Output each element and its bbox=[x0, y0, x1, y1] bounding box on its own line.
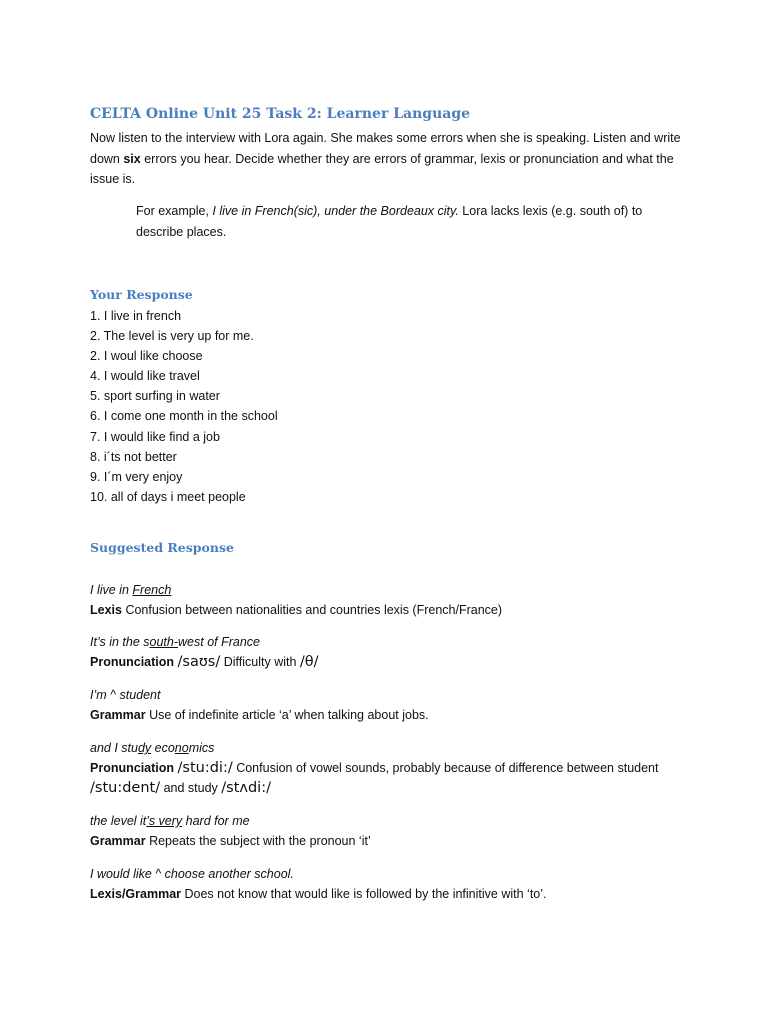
list-item: 4. I would like travel bbox=[90, 369, 200, 384]
instructions-text-2: errors you hear. Decide whether they are errors of grammar, lexis or pronunciation and what the issue is. bbox=[90, 151, 674, 186]
list-item: 10. all of days i meet people bbox=[90, 489, 246, 504]
ipa-transcription: /stu:dent/ bbox=[90, 780, 161, 796]
example-quote: I live in French(sic), under the Bordeaux city. bbox=[212, 204, 459, 218]
instructions-text-1: Now listen to the interview with Lora again. She makes some errors when she is speaking. Listen and write down bbox=[90, 131, 681, 166]
error-analysis bbox=[90, 652, 700, 672]
quote-text: and I stu bbox=[90, 741, 138, 755]
error-category: Grammar bbox=[90, 834, 146, 848]
error-category: Grammar bbox=[90, 708, 146, 722]
quote-underlined: French bbox=[132, 583, 172, 597]
error-quote bbox=[90, 811, 700, 831]
your-response-heading: Your Response bbox=[90, 287, 193, 302]
suggested-entry-5 bbox=[90, 811, 700, 851]
instructions-bold-six: six bbox=[123, 151, 141, 166]
task-instructions bbox=[90, 128, 690, 190]
list-item: 1. I live in french bbox=[90, 309, 182, 323]
error-analysis bbox=[90, 831, 700, 851]
error-analysis bbox=[90, 884, 700, 904]
suggested-entry-4 bbox=[90, 738, 700, 798]
error-analysis bbox=[90, 705, 700, 725]
quote-underlined: no bbox=[174, 741, 189, 755]
error-explanation: Confusion of vowel sounds, probably because of difference between student bbox=[232, 761, 659, 775]
quote-text: mics bbox=[188, 741, 215, 755]
example-rest: Lora lacks lexis (e.g. south of) to describe places. bbox=[136, 204, 643, 239]
ipa-transcription: /saʊs/ bbox=[177, 654, 221, 670]
suggested-response-heading: Suggested Response bbox=[90, 540, 234, 555]
error-analysis bbox=[90, 758, 700, 798]
error-explanation: Does not know that would like is followed by the infinitive with ‘to’. bbox=[181, 887, 547, 901]
error-category: Pronunciation bbox=[90, 655, 175, 669]
error-quote bbox=[90, 580, 700, 600]
list-item: 2. I woul like choose bbox=[90, 349, 203, 364]
page-title: CELTA Online Unit 25 Task 2: Learner Language bbox=[90, 106, 471, 122]
example-lead: For example, bbox=[136, 204, 213, 218]
error-quote bbox=[90, 738, 700, 758]
quote-underlined: outh- bbox=[149, 635, 179, 649]
error-quote bbox=[90, 632, 700, 652]
list-item: 5. sport surfing in water bbox=[90, 389, 220, 404]
error-explanation: Repeats the subject with the pronoun ‘it’ bbox=[145, 834, 371, 848]
your-response-list bbox=[90, 306, 278, 507]
suggested-entry-2 bbox=[90, 632, 700, 672]
suggested-entry-6 bbox=[90, 864, 700, 904]
quote-text: eco bbox=[151, 741, 175, 755]
error-category: Lexis bbox=[90, 603, 122, 617]
suggested-entry-1 bbox=[90, 580, 700, 620]
quote-text: I live in bbox=[90, 583, 133, 597]
suggested-entry-3 bbox=[90, 685, 700, 725]
list-item: 9. I´m very enjoy bbox=[90, 469, 183, 484]
error-analysis bbox=[90, 600, 700, 620]
example-paragraph bbox=[136, 201, 676, 242]
quote-underlined: ’s very bbox=[146, 814, 183, 828]
quote-underlined: dy bbox=[137, 741, 152, 755]
error-explanation: Use of indefinite article ‘a’ when talking about jobs. bbox=[145, 708, 429, 722]
quote-text: hard for me bbox=[182, 814, 250, 828]
ipa-transcription: /stu:di:/ bbox=[177, 760, 233, 776]
quote-text: It’s in the s bbox=[90, 635, 150, 649]
error-category: Lexis/Grammar bbox=[90, 887, 182, 901]
error-explanation: Confusion between nationalities and countries lexis (French/France) bbox=[121, 603, 503, 617]
quote-text: the level it bbox=[90, 814, 147, 828]
list-item: 2. The level is very up for me. bbox=[90, 329, 254, 344]
list-item: 8. i´ts not better bbox=[90, 449, 177, 464]
list-item: 6. I come one month in the school bbox=[90, 409, 278, 424]
error-quote: I would like ^ choose another school. bbox=[90, 867, 294, 881]
list-item: 7. I would like find a job bbox=[90, 429, 220, 444]
error-explanation: and study bbox=[160, 781, 222, 795]
error-category: Pronunciation bbox=[90, 761, 175, 775]
error-explanation: Difficulty with bbox=[220, 655, 300, 669]
error-quote: I’m ^ student bbox=[90, 688, 161, 702]
ipa-transcription: /stʌdi:/ bbox=[221, 780, 271, 796]
ipa-transcription: /θ/ bbox=[299, 654, 319, 670]
quote-text: west of France bbox=[178, 635, 261, 649]
